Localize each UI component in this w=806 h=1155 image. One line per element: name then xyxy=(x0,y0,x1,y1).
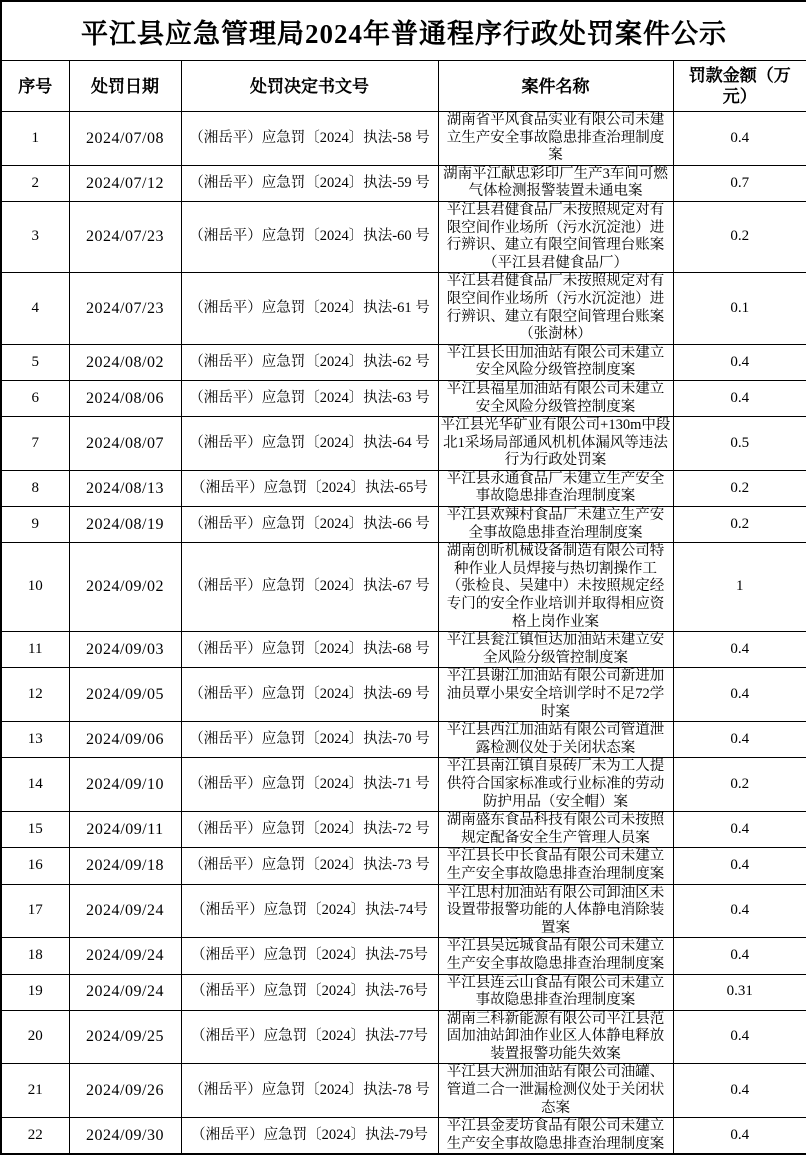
cell-fine-amount: 0.4 xyxy=(673,668,806,722)
cell-date: 2024/09/06 xyxy=(69,722,181,758)
cell-fine-amount: 0.4 xyxy=(673,848,806,884)
cell-serial: 15 xyxy=(1,812,69,848)
cell-serial: 16 xyxy=(1,848,69,884)
table-row xyxy=(1,417,806,471)
cell-date: 2024/07/12 xyxy=(69,165,181,201)
cell-fine-amount: 0.4 xyxy=(673,938,806,974)
cell-doc-number: （湘岳平）应急罚〔2024〕执法-77号 xyxy=(181,1010,438,1064)
cell-serial: 19 xyxy=(1,974,69,1010)
table-row xyxy=(1,380,806,416)
cell-serial: 12 xyxy=(1,668,69,722)
cell-date: 2024/09/03 xyxy=(69,632,181,668)
cell-fine-amount: 0.4 xyxy=(673,722,806,758)
cell-fine-amount: 0.4 xyxy=(673,1064,806,1118)
cell-date: 2024/07/08 xyxy=(69,112,181,166)
cell-date: 2024/07/23 xyxy=(69,201,181,272)
cell-case-name: 湖南创昕机械设备制造有限公司特种作业人员焊接与热切割操作工（张检良、吴建中）未按照规定经专门的安全作业培训并取得相应资格上岗作业案 xyxy=(438,543,673,632)
cell-fine-amount: 0.2 xyxy=(673,507,806,543)
cell-date: 2024/09/18 xyxy=(69,848,181,884)
table-row xyxy=(1,848,806,884)
cell-case-name: 平江县谢江加油站有限公司新进加油员覃小果安全培训学时不足72学时案 xyxy=(438,668,673,722)
cell-doc-number: （湘岳平）应急罚〔2024〕执法-62 号 xyxy=(181,344,438,380)
table-row xyxy=(1,974,806,1010)
cell-fine-amount: 0.4 xyxy=(673,1118,806,1155)
cell-doc-number: （湘岳平）应急罚〔2024〕执法-68 号 xyxy=(181,632,438,668)
table-row xyxy=(1,812,806,848)
cell-case-name: 平江县吴远城食品有限公司未建立生产安全事故隐患排查治理制度案 xyxy=(438,938,673,974)
cell-case-name: 平江县福星加油站有限公司未建立安全风险分级管控制度案 xyxy=(438,380,673,416)
cell-date: 2024/09/26 xyxy=(69,1064,181,1118)
cell-case-name: 平江县西江加油站有限公司管道泄露检测仪处于关闭状态案 xyxy=(438,722,673,758)
cell-date: 2024/09/10 xyxy=(69,758,181,812)
table-row xyxy=(1,722,806,758)
cell-fine-amount: 0.4 xyxy=(673,884,806,938)
column-header-case-name: 案件名称 xyxy=(438,61,673,112)
cell-fine-amount: 0.4 xyxy=(673,112,806,166)
table-body xyxy=(1,112,806,1155)
cell-serial: 13 xyxy=(1,722,69,758)
cell-date: 2024/09/24 xyxy=(69,974,181,1010)
cell-doc-number: （湘岳平）应急罚〔2024〕执法-61 号 xyxy=(181,273,438,344)
cell-serial: 21 xyxy=(1,1064,69,1118)
cell-doc-number: （湘岳平）应急罚〔2024〕执法-59 号 xyxy=(181,165,438,201)
cell-doc-number: （湘岳平）应急罚〔2024〕执法-63 号 xyxy=(181,380,438,416)
cell-date: 2024/09/05 xyxy=(69,668,181,722)
cell-serial: 3 xyxy=(1,201,69,272)
cell-doc-number: （湘岳平）应急罚〔2024〕执法-69 号 xyxy=(181,668,438,722)
header-row xyxy=(1,61,806,112)
cell-date: 2024/09/30 xyxy=(69,1118,181,1155)
cell-doc-number: （湘岳平）应急罚〔2024〕执法-64 号 xyxy=(181,417,438,471)
table-row xyxy=(1,273,806,344)
column-header-doc-number: 处罚决定书文号 xyxy=(181,61,438,112)
cell-serial: 7 xyxy=(1,417,69,471)
cell-fine-amount: 0.5 xyxy=(673,417,806,471)
cell-doc-number: （湘岳平）应急罚〔2024〕执法-71 号 xyxy=(181,758,438,812)
cell-case-name: 平江县金麦坊食品有限公司未建立生产安全事故隐患排查治理制度案 xyxy=(438,1118,673,1155)
cell-serial: 1 xyxy=(1,112,69,166)
table-row xyxy=(1,201,806,272)
cell-fine-amount: 0.2 xyxy=(673,758,806,812)
table-row xyxy=(1,165,806,201)
cell-case-name: 平江思村加油站有限公司卸油区未设置带报警功能的人体静电消除装置案 xyxy=(438,884,673,938)
cell-doc-number: （湘岳平）应急罚〔2024〕执法-78 号 xyxy=(181,1064,438,1118)
cell-case-name: 平江县君健食品厂未按照规定对有限空间作业场所（污水沉淀池）进行辨识、建立有限空间管理台账案（张澍林） xyxy=(438,273,673,344)
table-row xyxy=(1,470,806,506)
cell-fine-amount: 0.4 xyxy=(673,380,806,416)
cell-date: 2024/07/23 xyxy=(69,273,181,344)
table-row xyxy=(1,543,806,632)
cell-doc-number: （湘岳平）应急罚〔2024〕执法-58 号 xyxy=(181,112,438,166)
table-row xyxy=(1,344,806,380)
cell-fine-amount: 0.1 xyxy=(673,273,806,344)
cell-serial: 4 xyxy=(1,273,69,344)
cell-doc-number: （湘岳平）应急罚〔2024〕执法-73 号 xyxy=(181,848,438,884)
cell-date: 2024/08/02 xyxy=(69,344,181,380)
cell-date: 2024/09/02 xyxy=(69,543,181,632)
cell-case-name: 平江县君健食品厂未按照规定对有限空间作业场所（污水沉淀池）进行辨识、建立有限空间管理台账案（平江县君健食品厂） xyxy=(438,201,673,272)
cell-date: 2024/09/24 xyxy=(69,884,181,938)
cell-case-name: 平江县连云山食品有限公司未建立事故隐患排查治理制度案 xyxy=(438,974,673,1010)
cell-fine-amount: 1 xyxy=(673,543,806,632)
cell-fine-amount: 0.7 xyxy=(673,165,806,201)
cell-date: 2024/09/25 xyxy=(69,1010,181,1064)
cell-serial: 2 xyxy=(1,165,69,201)
table-row xyxy=(1,884,806,938)
cell-date: 2024/08/06 xyxy=(69,380,181,416)
table-row xyxy=(1,1118,806,1155)
column-header-fine-amount: 罚款金额（万元） xyxy=(673,61,806,112)
cell-serial: 10 xyxy=(1,543,69,632)
cell-doc-number: （湘岳平）应急罚〔2024〕执法-72 号 xyxy=(181,812,438,848)
table-row xyxy=(1,758,806,812)
cell-case-name: 平江县南江镇自泉砖厂未为工人提供符合国家标准或行业标准的劳动防护用品（安全帽）案 xyxy=(438,758,673,812)
cell-serial: 8 xyxy=(1,470,69,506)
cell-date: 2024/08/13 xyxy=(69,470,181,506)
cell-doc-number: （湘岳平）应急罚〔2024〕执法-65号 xyxy=(181,470,438,506)
table-row xyxy=(1,1064,806,1118)
cell-date: 2024/09/11 xyxy=(69,812,181,848)
cell-doc-number: （湘岳平）应急罚〔2024〕执法-76号 xyxy=(181,974,438,1010)
table-row xyxy=(1,668,806,722)
cell-serial: 17 xyxy=(1,884,69,938)
cell-doc-number: （湘岳平）应急罚〔2024〕执法-74号 xyxy=(181,884,438,938)
cell-serial: 18 xyxy=(1,938,69,974)
table-row xyxy=(1,938,806,974)
cell-date: 2024/08/07 xyxy=(69,417,181,471)
cell-serial: 14 xyxy=(1,758,69,812)
table-row xyxy=(1,1010,806,1064)
page-title: 平江县应急管理局2024年普通程序行政处罚案件公示 xyxy=(1,1,806,61)
cell-case-name: 平江县大洲加油站有限公司油罐、管道二合一泄漏检测仪处于关闭状态案 xyxy=(438,1064,673,1118)
cell-case-name: 平江县瓮江镇恒达加油站未建立安全风险分级管控制度案 xyxy=(438,632,673,668)
cell-serial: 20 xyxy=(1,1010,69,1064)
cell-case-name: 湖南省平风食品实业有限公司未建立生产安全事故隐患排查治理制度案 xyxy=(438,112,673,166)
column-header-date: 处罚日期 xyxy=(69,61,181,112)
table-row xyxy=(1,112,806,166)
table-head xyxy=(1,1,806,112)
cell-doc-number: （湘岳平）应急罚〔2024〕执法-79号 xyxy=(181,1118,438,1155)
cell-case-name: 平江县长中长食品有限公司未建立生产安全事故隐患排查治理制度案 xyxy=(438,848,673,884)
cell-fine-amount: 0.31 xyxy=(673,974,806,1010)
cell-fine-amount: 0.4 xyxy=(673,632,806,668)
cell-fine-amount: 0.4 xyxy=(673,344,806,380)
cell-serial: 5 xyxy=(1,344,69,380)
cell-date: 2024/09/24 xyxy=(69,938,181,974)
cell-case-name: 湖南盛东食品科技有限公司未按照规定配备安全生产管理人员案 xyxy=(438,812,673,848)
cell-case-name: 湖南三科新能源有限公司平江县范固加油站卸油作业区人体静电释放装置报警功能失效案 xyxy=(438,1010,673,1064)
cell-case-name: 平江县长田加油站有限公司未建立安全风险分级管控制度案 xyxy=(438,344,673,380)
column-header-serial: 序号 xyxy=(1,61,69,112)
cell-doc-number: （湘岳平）应急罚〔2024〕执法-67 号 xyxy=(181,543,438,632)
cell-doc-number: （湘岳平）应急罚〔2024〕执法-70 号 xyxy=(181,722,438,758)
table-row xyxy=(1,507,806,543)
table-row xyxy=(1,632,806,668)
cell-doc-number: （湘岳平）应急罚〔2024〕执法-60 号 xyxy=(181,201,438,272)
cell-fine-amount: 0.2 xyxy=(673,201,806,272)
cell-case-name: 湖南平江献忠彩印厂生产3车间可燃气体检测报警装置未通电案 xyxy=(438,165,673,201)
cell-date: 2024/08/19 xyxy=(69,507,181,543)
cell-case-name: 平江县永通食品厂未建立生产安全事故隐患排查治理制度案 xyxy=(438,470,673,506)
cell-serial: 22 xyxy=(1,1118,69,1155)
cell-serial: 11 xyxy=(1,632,69,668)
cell-case-name: 平江县光华矿业有限公司+130m中段北1采场局部通风机机体漏风等违法行为行政处罚案 xyxy=(438,417,673,471)
cell-serial: 6 xyxy=(1,380,69,416)
cell-doc-number: （湘岳平）应急罚〔2024〕执法-66 号 xyxy=(181,507,438,543)
title-row xyxy=(1,1,806,61)
cell-fine-amount: 0.4 xyxy=(673,812,806,848)
cell-serial: 9 xyxy=(1,507,69,543)
cell-fine-amount: 0.2 xyxy=(673,470,806,506)
cell-fine-amount: 0.4 xyxy=(673,1010,806,1064)
cell-doc-number: （湘岳平）应急罚〔2024〕执法-75号 xyxy=(181,938,438,974)
cell-case-name: 平江县欢辣村食品厂未建立生产安全事故隐患排查治理制度案 xyxy=(438,507,673,543)
